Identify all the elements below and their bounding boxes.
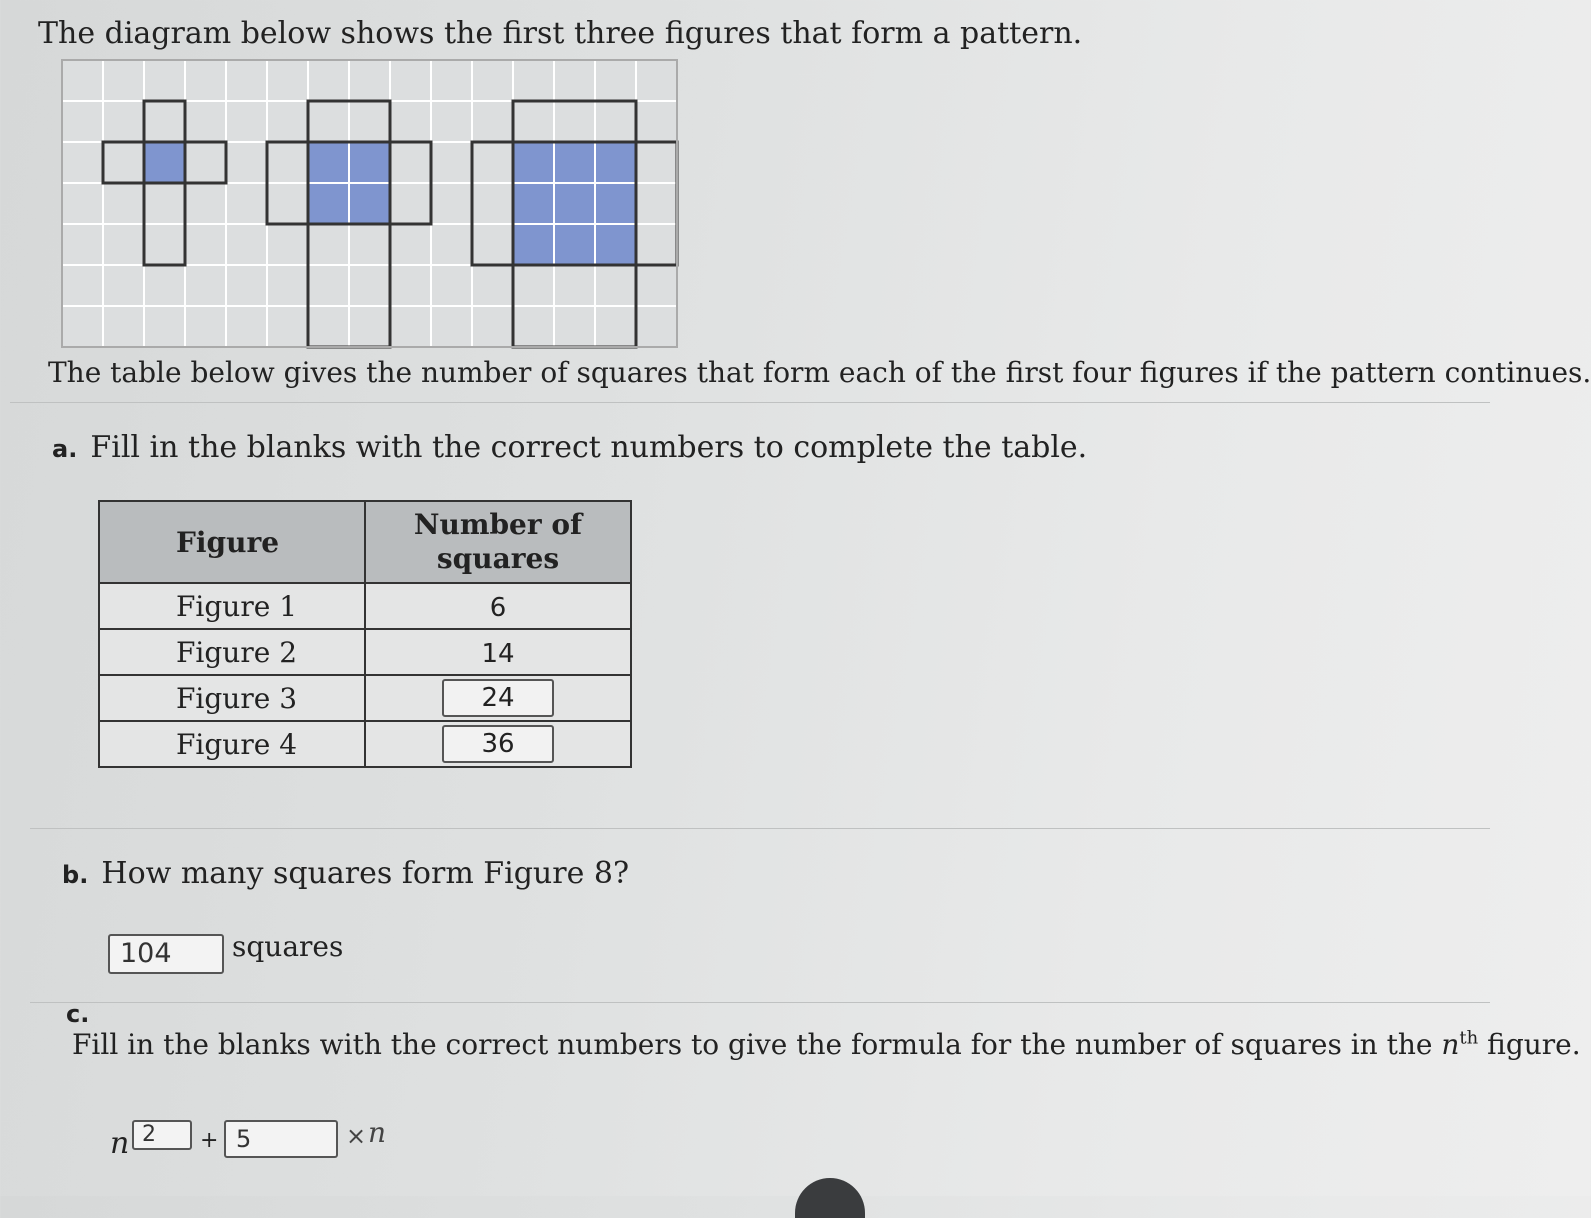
exponent-input[interactable] bbox=[132, 1120, 192, 1150]
formula-plus: + bbox=[200, 1128, 219, 1153]
header-squares bbox=[365, 501, 631, 583]
table-row bbox=[99, 675, 631, 721]
scroll-indicator[interactable] bbox=[795, 1178, 865, 1218]
formula-var: n bbox=[368, 1116, 387, 1149]
coefficient-value: 5 bbox=[236, 1125, 252, 1153]
figure-8-answer-value: 104 bbox=[120, 938, 172, 969]
squares-answer-input[interactable]: 36 bbox=[442, 725, 554, 763]
figure-cell: Figure 4 bbox=[99, 721, 365, 767]
intro-text: The diagram below shows the first three figures that form a pattern. bbox=[38, 16, 1083, 51]
divider bbox=[30, 828, 1490, 829]
header-squares-label: Number of squares bbox=[413, 508, 583, 575]
squares-cell bbox=[365, 629, 631, 675]
figure-8-answer-input[interactable] bbox=[108, 934, 224, 974]
part-c-letter: c bbox=[66, 1000, 81, 1028]
table-row bbox=[99, 721, 631, 767]
header-figure: Figure bbox=[99, 501, 365, 583]
squares-value: 14 bbox=[481, 638, 515, 669]
divider bbox=[10, 402, 1490, 403]
squares-answer-input[interactable]: 24 bbox=[442, 679, 554, 717]
squares-cell bbox=[365, 675, 631, 721]
formula-base: n bbox=[110, 1126, 130, 1161]
part-a-prompt: a. Fill in the blanks with the correct numbers to complete the table. bbox=[52, 430, 1088, 465]
squares-unit-label: squares bbox=[232, 930, 344, 963]
squares-value: 6 bbox=[489, 592, 507, 623]
formula-times: × bbox=[346, 1122, 367, 1150]
figure-cell: Figure 3 bbox=[99, 675, 365, 721]
part-c-sup: th bbox=[1459, 1028, 1479, 1049]
part-c-text-after: figure. bbox=[1478, 1028, 1581, 1062]
figure-cell: Figure 2 bbox=[99, 629, 365, 675]
table-row bbox=[99, 583, 631, 629]
part-b-text: How many squares form Figure 8? bbox=[101, 856, 630, 891]
squares-cell bbox=[365, 721, 631, 767]
part-c-text: Fill in the blanks with the correct numbers to give the formula for the number of squares in the bbox=[72, 1028, 1442, 1062]
exponent-value: 2 bbox=[142, 1122, 156, 1147]
part-a-text: Fill in the blanks with the correct numbers to complete the table. bbox=[90, 430, 1088, 465]
figure-cell: Figure 1 bbox=[99, 583, 365, 629]
squares-table bbox=[98, 500, 632, 768]
table-row bbox=[99, 629, 631, 675]
squares-cell bbox=[365, 583, 631, 629]
pattern-diagram bbox=[58, 56, 682, 346]
coefficient-input[interactable] bbox=[224, 1120, 338, 1158]
part-c-n: n bbox=[1441, 1028, 1460, 1062]
part-c-prompt: c. Fill in the blanks with the correct numbers to give the formula for the number of squares in the $n^{th}$ figure. bbox=[66, 1000, 1581, 1062]
shaded-square bbox=[513, 142, 636, 265]
part-b-letter: b bbox=[62, 861, 80, 889]
shaded-square bbox=[144, 142, 185, 183]
part-a-letter: a bbox=[52, 435, 69, 463]
part-b-prompt: b. How many squares form Figure 8? bbox=[62, 856, 630, 891]
table-intro-text: The table below gives the number of squares that form each of the first four figures if the pattern continues. bbox=[48, 356, 1591, 389]
